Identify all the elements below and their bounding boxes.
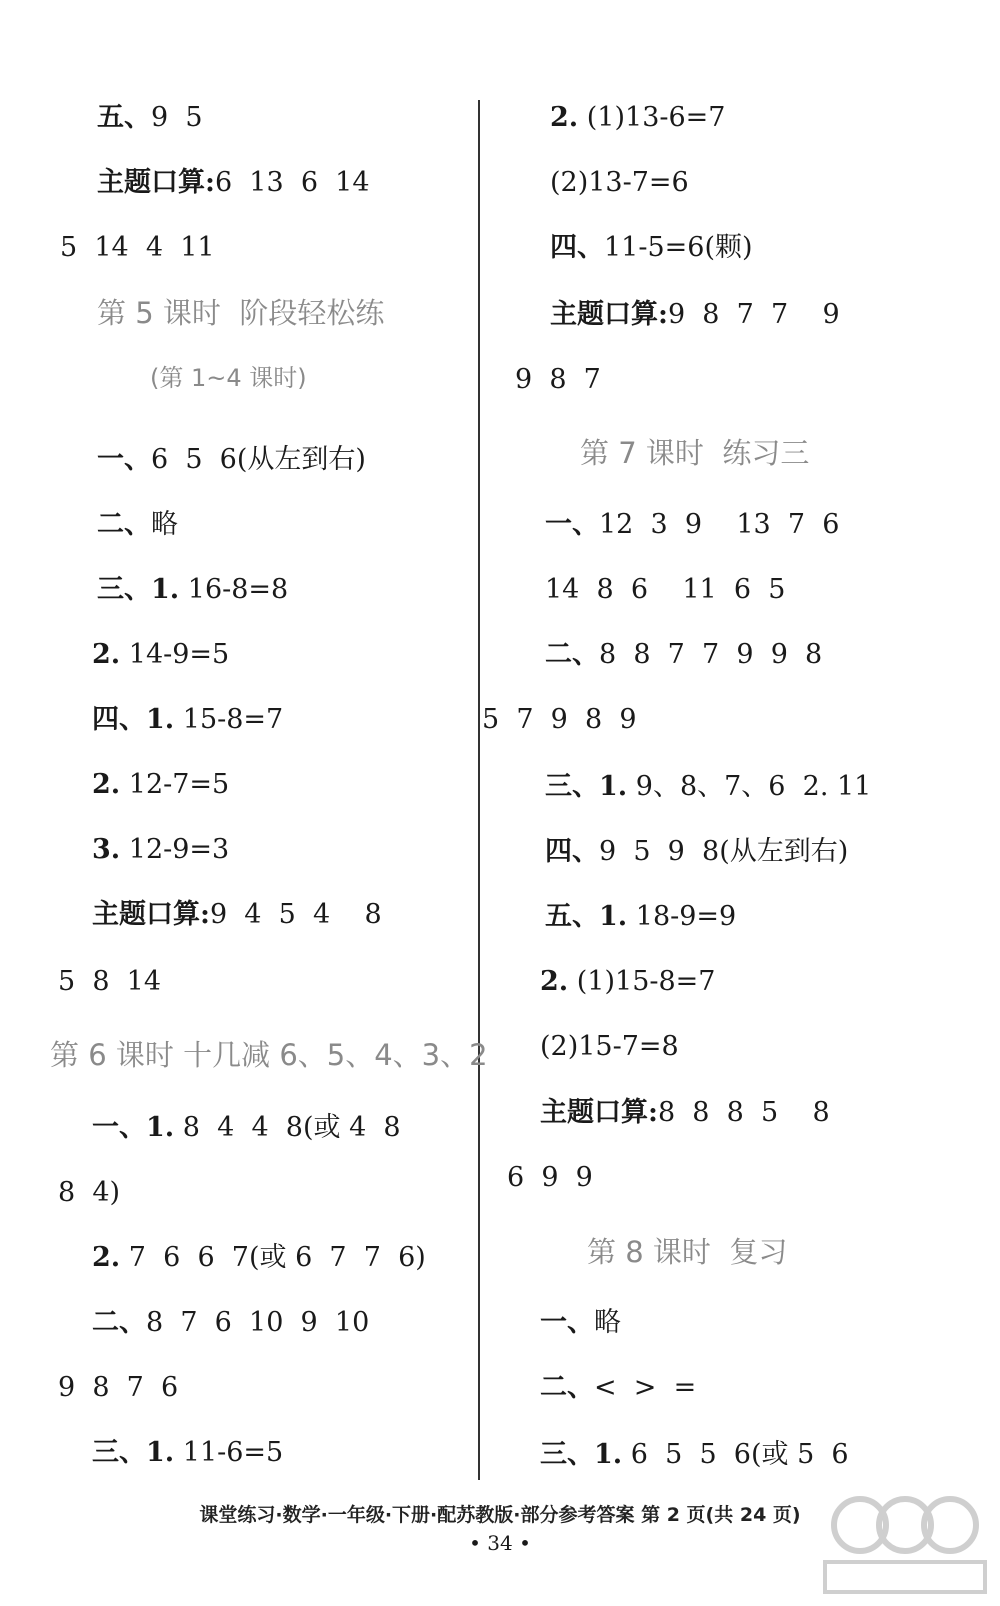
answer-line: 五、1. 18-9=9	[545, 901, 737, 932]
answer-line: (2)15-7=8	[540, 1031, 679, 1062]
answer-line: 三、1. 16-8=8	[97, 574, 289, 605]
answer-line: 5 14 4 11	[60, 232, 215, 263]
answer-line: 8 4)	[58, 1177, 121, 1208]
answer-line: 一、6 5 6(从左到右)	[97, 444, 366, 475]
page-footer: 课堂练习·数学·一年级·下册·配苏教版·部分参考答案 第 2 页(共 24 页)	[199, 1504, 801, 1526]
section-heading: 第 6 课时 十几减 6、5、4、3、2	[50, 1038, 488, 1072]
answer-line: 14 8 6 11 6 5	[545, 574, 786, 605]
watermark-logo	[820, 1490, 990, 1600]
answer-line: 一、12 3 9 13 7 6	[545, 509, 840, 540]
answer-line: 二、< > =	[540, 1372, 697, 1403]
answer-line: 主题口算:9 8 7 7 9	[550, 299, 840, 330]
section-heading: 第 8 课时 复习	[587, 1235, 788, 1269]
answer-line: 2. 7 6 6 7(或 6 7 7 6)	[92, 1242, 426, 1273]
answer-line: 主题口算:6 13 6 14	[97, 167, 370, 198]
answer-line: (2)13-7=6	[550, 167, 689, 198]
answer-line: 2. (1)13-6=7	[550, 102, 726, 133]
answer-line: 三、1. 11-6=5	[92, 1437, 284, 1468]
answer-line: 二、略	[97, 509, 178, 540]
answer-line: 主题口算:9 4 5 4 8	[92, 899, 382, 930]
answer-line: 三、1. 9、8、7、6 2. 11	[545, 771, 872, 802]
section-subheading: (第 1~4 课时)	[150, 364, 307, 392]
answer-line: 四、9 5 9 8(从左到右)	[545, 836, 849, 867]
answer-line: 二、8 8 7 7 9 9 8	[545, 639, 823, 670]
answer-line: 一、略	[540, 1307, 621, 1338]
answer-line: 四、1. 15-8=7	[92, 704, 284, 735]
answer-line: 二、8 7 6 10 9 10	[92, 1307, 370, 1338]
answer-line: 一、1. 8 4 4 8(或 4 8	[92, 1112, 401, 1143]
page-number: • 34 •	[469, 1531, 531, 1555]
section-heading: 第 7 课时 练习三	[580, 436, 810, 470]
answer-line: 5 7 9 8 9	[482, 704, 637, 735]
section-heading: 第 5 课时 阶段轻松练	[97, 296, 385, 330]
answer-line: 2. (1)15-8=7	[540, 966, 716, 997]
answer-line: 2. 12-7=5	[92, 769, 230, 800]
answer-line: 5 8 14	[58, 966, 162, 997]
answer-line: 三、1. 6 5 5 6(或 5 6	[540, 1439, 849, 1470]
column-divider	[478, 100, 480, 1480]
answer-line: 主题口算:8 8 8 5 8	[540, 1097, 830, 1128]
answer-line: 9 8 7	[515, 364, 601, 395]
answer-line: 五、9 5	[97, 102, 203, 133]
answer-line: 四、11-5=6(颗)	[550, 232, 753, 263]
answer-line: 6 9 9	[507, 1162, 593, 1193]
answer-line: 3. 12-9=3	[92, 834, 230, 865]
answer-line: 2. 14-9=5	[92, 639, 230, 670]
answer-line: 9 8 7 6	[58, 1372, 179, 1403]
